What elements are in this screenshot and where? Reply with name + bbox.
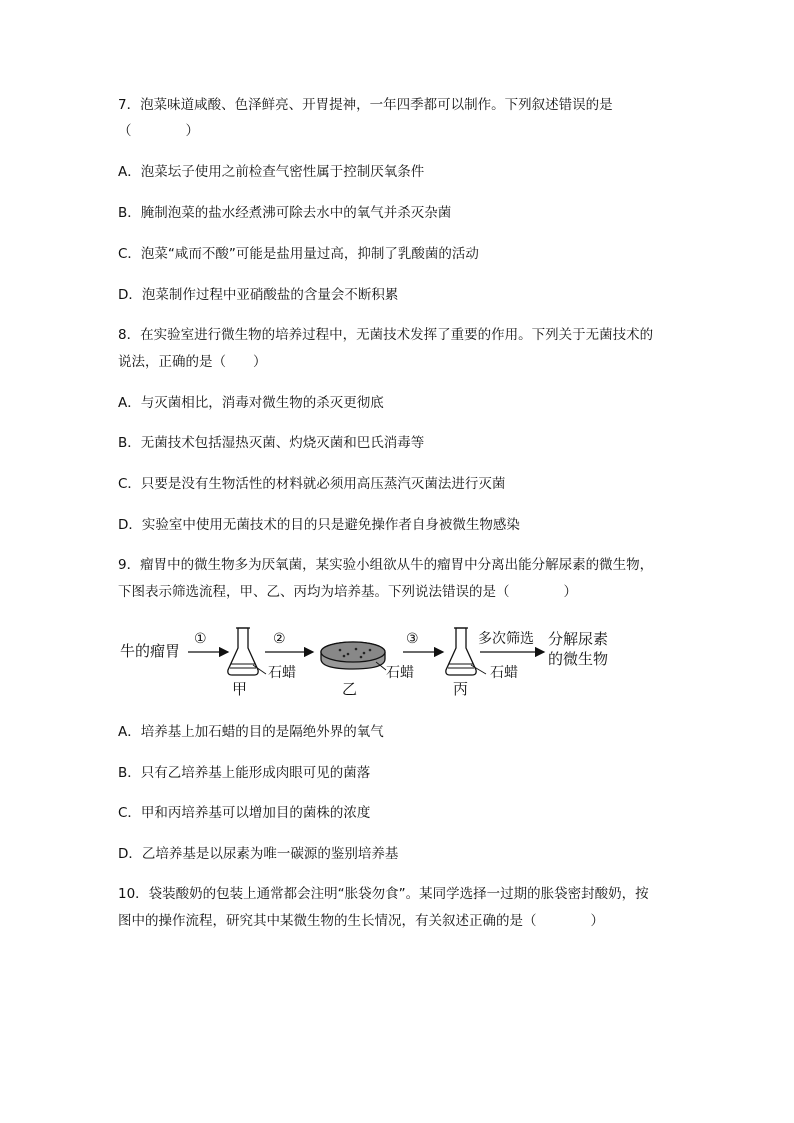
q7-option-d: D．泡菜制作过程中亚硝酸盐的含量会不断积累 — [118, 287, 399, 303]
step2-label: ② — [273, 631, 286, 647]
petri-dish-icon — [321, 642, 386, 670]
q7-option-a: A．泡菜坛子使用之前检查气密性属于控制厌氧条件 — [118, 164, 425, 180]
q7-option-b: B．腌制泡菜的盐水经煮沸可除去水中的氧气并杀灭杂菌 — [118, 205, 452, 221]
q8-option-c: C．只要是没有生物活性的材料就必须用高压蒸汽灭菌法进行灭菌 — [118, 476, 506, 492]
q9-option-c: C．甲和丙培养基可以增加目的菌株的浓度 — [118, 805, 371, 821]
q9-stem-line2: 下图表示筛选流程，甲、乙、丙均为培养基。下列说法错误的是（ ） — [118, 584, 577, 600]
flask-jia-label: 甲 — [232, 680, 248, 698]
q9-option-a: A．培养基上加石蜡的目的是隔绝外界的氧气 — [118, 724, 384, 740]
wax3-label: 石蜡 — [490, 665, 518, 681]
q7-option-c: C．泡菜“咸而不酸”可能是盐用量过高，抑制了乳酸菌的活动 — [118, 246, 479, 262]
q8-stem-line2: 说法，正确的是（ ） — [118, 354, 267, 370]
q9-option-d: D．乙培养基是以尿素为唯一碳源的鉴别培养基 — [118, 846, 399, 862]
q9-stem-line1: 9．瘤胃中的微生物多为厌氧菌，某实验小组欲从牛的瘤胃中分离出能分解尿素的微生物， — [118, 557, 654, 573]
step3-label: ③ — [406, 631, 419, 647]
q8-stem-line1: 8．在实验室进行微生物的培养过程中，无菌技术发挥了重要的作用。下列关于无菌技术的 — [118, 327, 654, 343]
q8-option-d: D．实验室中使用无菌技术的目的只是避免操作者自身被微生物感染 — [118, 517, 520, 533]
repeat-label: 多次筛选 — [478, 631, 534, 647]
q7-stem-line2: （ ） — [118, 123, 199, 139]
q8-option-a: A．与灭菌相比，消毒对微生物的杀灭更彻底 — [118, 395, 384, 411]
q10-stem-line2: 图中的操作流程，研究其中某微生物的生长情况，有关叙述正确的是（ ） — [118, 913, 604, 929]
flask-jia-icon — [228, 628, 266, 675]
source-label: 牛的瘤胃 — [120, 642, 181, 660]
q8-option-b: B．无菌技术包括湿热灭菌、灼烧灭菌和巴氏消毒等 — [118, 435, 425, 451]
step1-label: ① — [194, 631, 207, 647]
q9-flow-diagram — [118, 622, 638, 702]
result-label-line2: 的微生物 — [548, 650, 609, 668]
q10-stem-line1: 10．袋装酸奶的包装上通常都会注明“胀袋勿食”。某同学选择一过期的胀袋密封酸奶，按 — [118, 886, 649, 902]
q9-option-b: B．只有乙培养基上能形成肉眼可见的菌落 — [118, 765, 371, 781]
wax2-label: 石蜡 — [386, 665, 414, 681]
q7-stem-line1: 7．泡菜味道咸酸、色泽鲜亮、开胃提神，一年四季都可以制作。下列叙述错误的是 — [118, 97, 613, 113]
plate-yi-label: 乙 — [342, 680, 358, 698]
flask-bing-label: 丙 — [453, 680, 469, 698]
wax1-label: 石蜡 — [268, 665, 296, 681]
result-label-line1: 分解尿素 — [548, 630, 609, 648]
